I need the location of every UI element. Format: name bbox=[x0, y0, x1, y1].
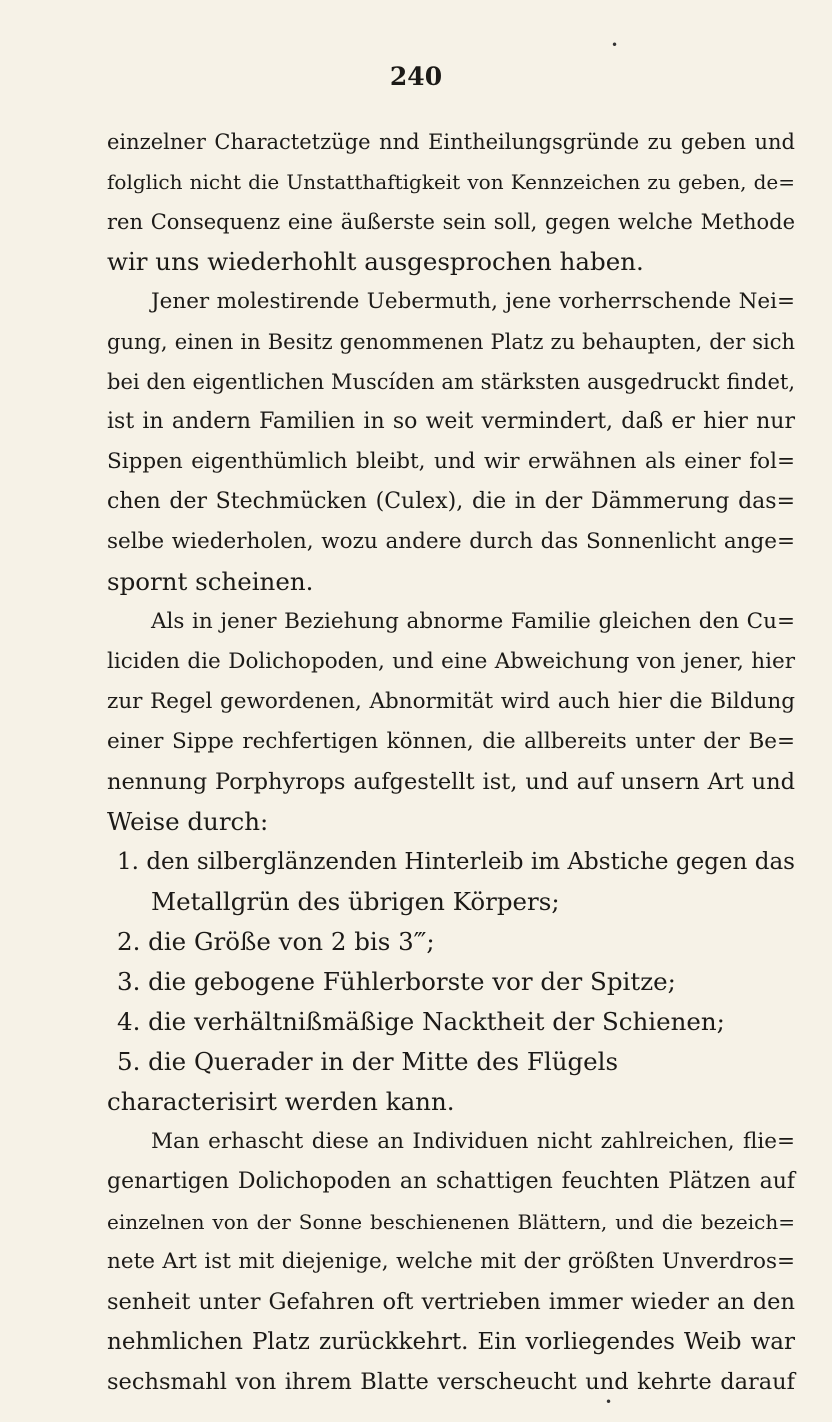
text-line: spornt scheinen. bbox=[107, 567, 314, 596]
text-line: senheit unter Gefahren oft vertrieben immer wieder an den bbox=[107, 1289, 795, 1315]
text-line: chen der Stechmücken (Culex), die in der Dämmerung das= bbox=[107, 489, 795, 514]
text-line: wir uns wiederhohlt ausgesprochen haben. bbox=[107, 247, 644, 276]
text-line: genartigen Dolichopoden an schattigen feuchten Plätzen auf bbox=[107, 1169, 795, 1194]
ink-mark: • bbox=[605, 1395, 613, 1409]
text-line: selbe wiederholen, wozu andere durch das Sonnenlicht ange= bbox=[107, 529, 795, 554]
page-number: 240 bbox=[389, 62, 443, 91]
text-line: bei den eigentlichen Muscíden am stärksten ausgedruckt findet, bbox=[107, 370, 795, 394]
text-line: Als in jener Beziehung abnorme Familie gleichen den Cu= bbox=[151, 609, 795, 634]
text-line: einer Sippe rechfertigen können, die allbereits unter der Be= bbox=[107, 729, 795, 754]
text-line: nennung Porphyrops aufgestellt ist, und auf unsern Art und bbox=[107, 769, 795, 795]
text-line: Man erhascht diese an Individuen nicht zahlreichen, flie= bbox=[151, 1129, 795, 1154]
text-line: einzelner Charactetzüge nnd Eintheilungsgründe zu geben und bbox=[107, 130, 795, 154]
text-line: ist in andern Familien in so weit vermindert, daß er hier nur bbox=[107, 409, 795, 434]
list-item: 2. die Größe von 2 bis 3‴; bbox=[117, 927, 435, 956]
text-line: Metallgrün des übrigen Körpers; bbox=[151, 887, 560, 916]
text-line: Jener molestirende Uebermuth, jene vorherrschende Nei= bbox=[151, 289, 795, 314]
text-line: einzelnen von der Sonne beschienenen Blättern, und die bezeich= bbox=[107, 1210, 795, 1234]
text-line: nete Art ist mit diejenige, welche mit der größten Unverdros= bbox=[107, 1249, 795, 1274]
text-line: characterisirt werden kann. bbox=[107, 1087, 455, 1116]
text-line: gung, einen in Besitz genommenen Platz zu behaupten, der sich bbox=[107, 330, 795, 354]
text-line: nehmlichen Platz zurückkehrt. Ein vorliegendes Weib war bbox=[107, 1329, 795, 1355]
text-line: Weise durch: bbox=[107, 807, 269, 836]
text-line: liciden die Dolichopoden, und eine Abweichung von jener, hier bbox=[107, 649, 795, 674]
text-line: sechsmahl von ihrem Blatte verscheucht und kehrte darauf bbox=[107, 1369, 795, 1395]
text-line: zur Regel gewordenen, Abnormität wird auch hier die Bildung bbox=[107, 689, 795, 714]
ink-mark: • bbox=[611, 38, 619, 52]
text-line: Sippen eigenthümlich bleibt, und wir erwähnen als einer fol= bbox=[107, 449, 795, 474]
list-item: 3. die gebogene Fühlerborste vor der Spitze; bbox=[117, 967, 676, 996]
list-item: 4. die verhältnißmäßige Nacktheit der Schienen; bbox=[117, 1007, 725, 1036]
text-line: ren Consequenz eine äußerste sein soll, gegen welche Methode bbox=[107, 210, 795, 234]
list-item: 5. die Querader in der Mitte des Flügels bbox=[117, 1047, 619, 1076]
list-item: 1. den silberglänzenden Hinterleib im Abstiche gegen das bbox=[117, 849, 795, 875]
text-line: folglich nicht die Unstatthaftigkeit von Kennzeichen zu geben, de= bbox=[107, 170, 795, 194]
